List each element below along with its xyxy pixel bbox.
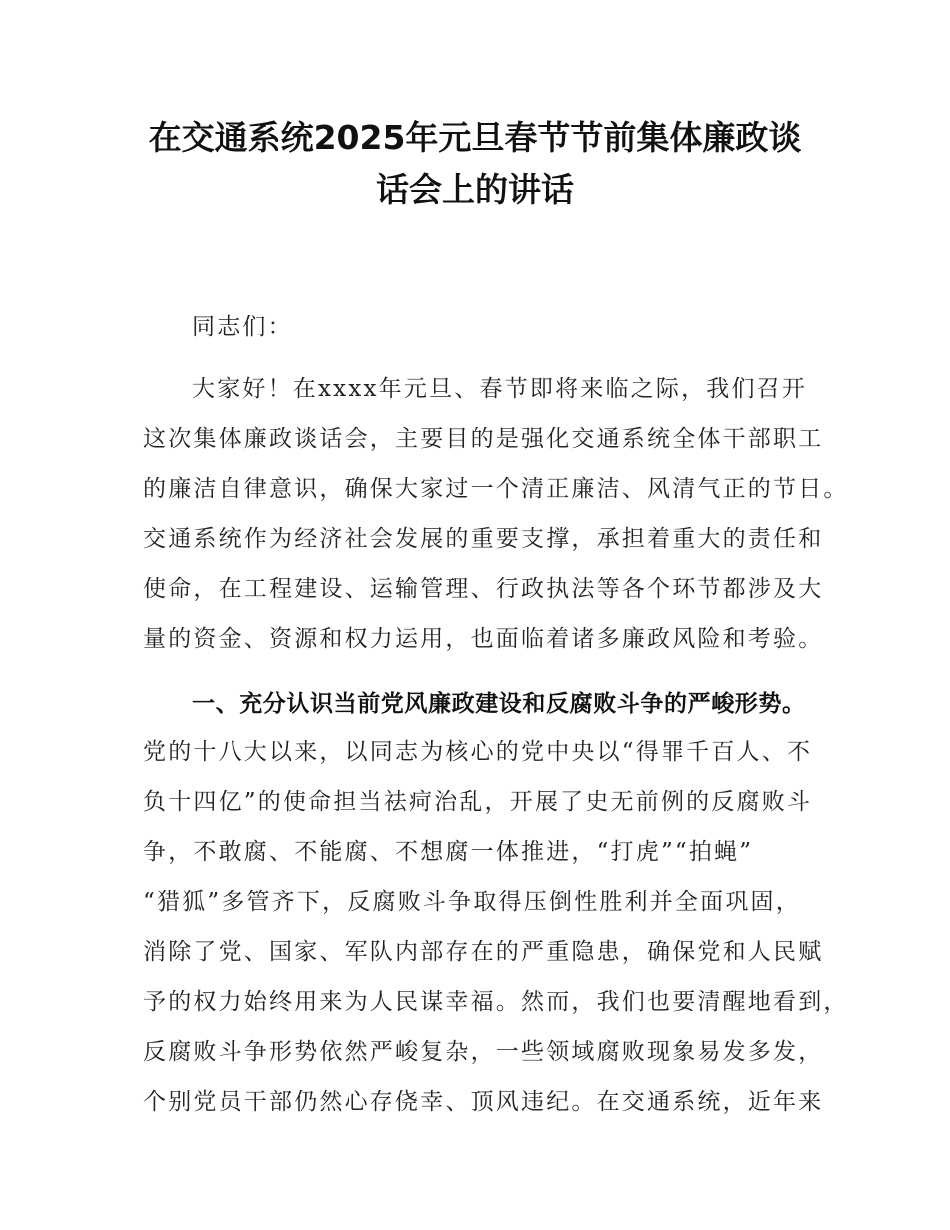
- paragraph-line: 使命，在工程建设、运输管理、行政执法等各个环节都涉及大: [143, 576, 824, 602]
- paragraph-line: 予的权力始终用来为人民谋幸福。然而，我们也要清醒地看到，: [143, 989, 849, 1015]
- paragraph-line: 大家好！在xxxx年元旦、春节即将来临之际，我们召开: [192, 376, 808, 402]
- title-line-2: 话会上的讲话: [376, 170, 574, 209]
- paragraph-line: 这次集体廉政谈话会，主要目的是强化交通系统全体干部职工: [143, 426, 824, 452]
- paragraph-line: 负十四亿”的使命担当祛疴治乱，开展了史无前例的反腐败斗: [143, 789, 813, 815]
- paragraph-line: 消除了党、国家、军队内部存在的严重隐患，确保党和人民赋: [143, 939, 824, 965]
- paragraph-line: 个别党员干部仍然心存侥幸、顶风违纪。在交通系统，近年来: [143, 1089, 824, 1115]
- salutation: 同志们：: [192, 314, 293, 340]
- title-line-1: 在交通系统2025年元旦春节节前集体廉政谈: [148, 118, 802, 157]
- paragraph-line: 反腐败斗争形势依然严峻复杂，一些领域腐败现象易发多发，: [143, 1039, 824, 1065]
- paragraph-line: 党的十八大以来，以同志为核心的党中央以“得罪千百人、不: [143, 739, 813, 765]
- document-title: [100, 112, 850, 216]
- paragraph-line: 争，不敢腐、不能腐、不想腐一体推进，“打虎”“拍蝇”: [143, 839, 754, 865]
- section-heading: 一、充分认识当前党风廉政建设和反腐败斗争的严峻形势。: [192, 691, 806, 717]
- paragraph-line: 的廉洁自律意识，确保大家过一个清正廉洁、风清气正的节日。: [143, 476, 849, 502]
- paragraph-line: 量的资金、资源和权力运用，也面临着诸多廉政风险和考验。: [143, 626, 824, 652]
- paragraph-line: “猎狐”多管齐下，反腐败斗争取得压倒性胜利并全面巩固，: [143, 889, 801, 915]
- paragraph-line: 交通系统作为经济社会发展的重要支撑，承担着重大的责任和: [143, 526, 824, 552]
